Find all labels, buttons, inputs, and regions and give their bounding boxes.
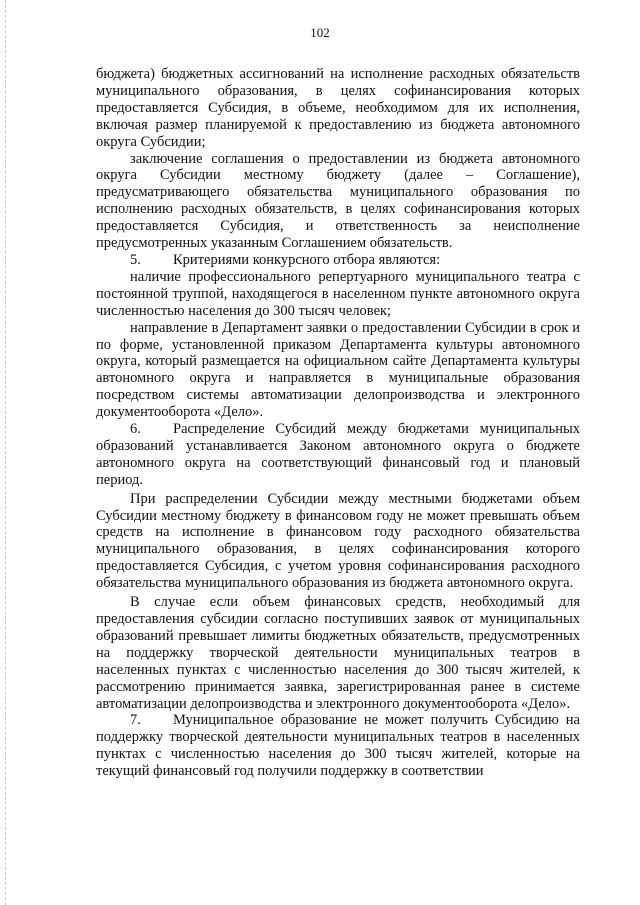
binding-margin-line — [5, 0, 6, 905]
paragraph-agreement: заключение соглашения о предоставлении из бюджета автономного округа Субсидии местному бюджету (далее – Соглашение), предусматривающего обязательства муниципального образования по исполнению расходных обязательств, в целях софинансирования которых предоставляется Субсидия, и ответственность за неисполнение предусмотренных указанным Соглашением обязательств. — [96, 150, 580, 252]
paragraph-limits: В случае если объем финансовых средств, необходимый для предоставления субсидии согласно поступивших заявок от муниципальных образований превышает лимиты бюджетных обязательств, предусмотренных на поддержку творческой деятельности муниципальных театров в населенных пунктах с численностью населения до 300 тысяч жителей, к рассмотрению принимается заявка, зарегистрированная ранее в системе автоматизации делопроизводства и электронного документооборота «Дело». — [96, 594, 580, 712]
paragraph-text: Муниципальное образование не может получить Субсидию на поддержку творческой деятельности муниципальных театров в населенных пунктах с численностью населения до 300 тысяч жителей, которые на текущий финансовый год получили поддержку в соответствии — [96, 712, 580, 780]
paragraph-text: Критериями конкурсного отбора являются: — [173, 251, 441, 268]
document-body — [96, 66, 580, 780]
item-number: 6. — [130, 421, 141, 438]
paragraph-item-5 — [96, 252, 580, 269]
paragraph-item-7 — [96, 712, 580, 780]
paragraph-text: Распределение Субсидий между бюджетами муниципальных образований устанавливается Законом автономного округа о бюджете автономного округа на соответствующий финансовый год и плановый период. — [96, 421, 580, 488]
paragraph-distribution: При распределении Субсидии между местными бюджетами объем Субсидии местному бюджету в финансовом году не может превышать объем средств на исполнение в финансовом году расходного обязательства муниципального образования, в целях софинансирования которого предоставляется Субсидия, с учетом уровня софинансирования расходного обязательства муниципального образования из бюджета автономного округа. — [96, 490, 580, 592]
item-number: 7. — [130, 712, 141, 729]
paragraph-criterion-theatre: наличие профессионального репертуарного муниципального театра с постоянной труппой, находящегося в населенном пункте автономного округа численностью населения до 300 тысяч человек; — [96, 268, 580, 319]
page-number: 102 — [310, 25, 330, 40]
paragraph-item-6 — [96, 421, 580, 489]
item-number: 5. — [130, 251, 141, 268]
paragraph-budget-allocations: бюджета) бюджетных ассигнований на исполнение расходных обязательств муниципального образования, в целях софинансирования которых предоставляется Субсидия, в объеме, необходимом для их исполнения, включая размер планируемой к предоставлению из бюджета автономного округа Субсидии; — [96, 66, 580, 150]
paragraph-criterion-application: направление в Департамент заявки о предоставлении Субсидии в срок и по форме, установленной приказом Департамента культуры автономного округа, который размещается на официальном сайте Департамента культуры автономного округа и направляется в муниципальные образования посредством системы автоматизации делопроизводства и электронного документооборота «Дело». — [96, 319, 580, 421]
